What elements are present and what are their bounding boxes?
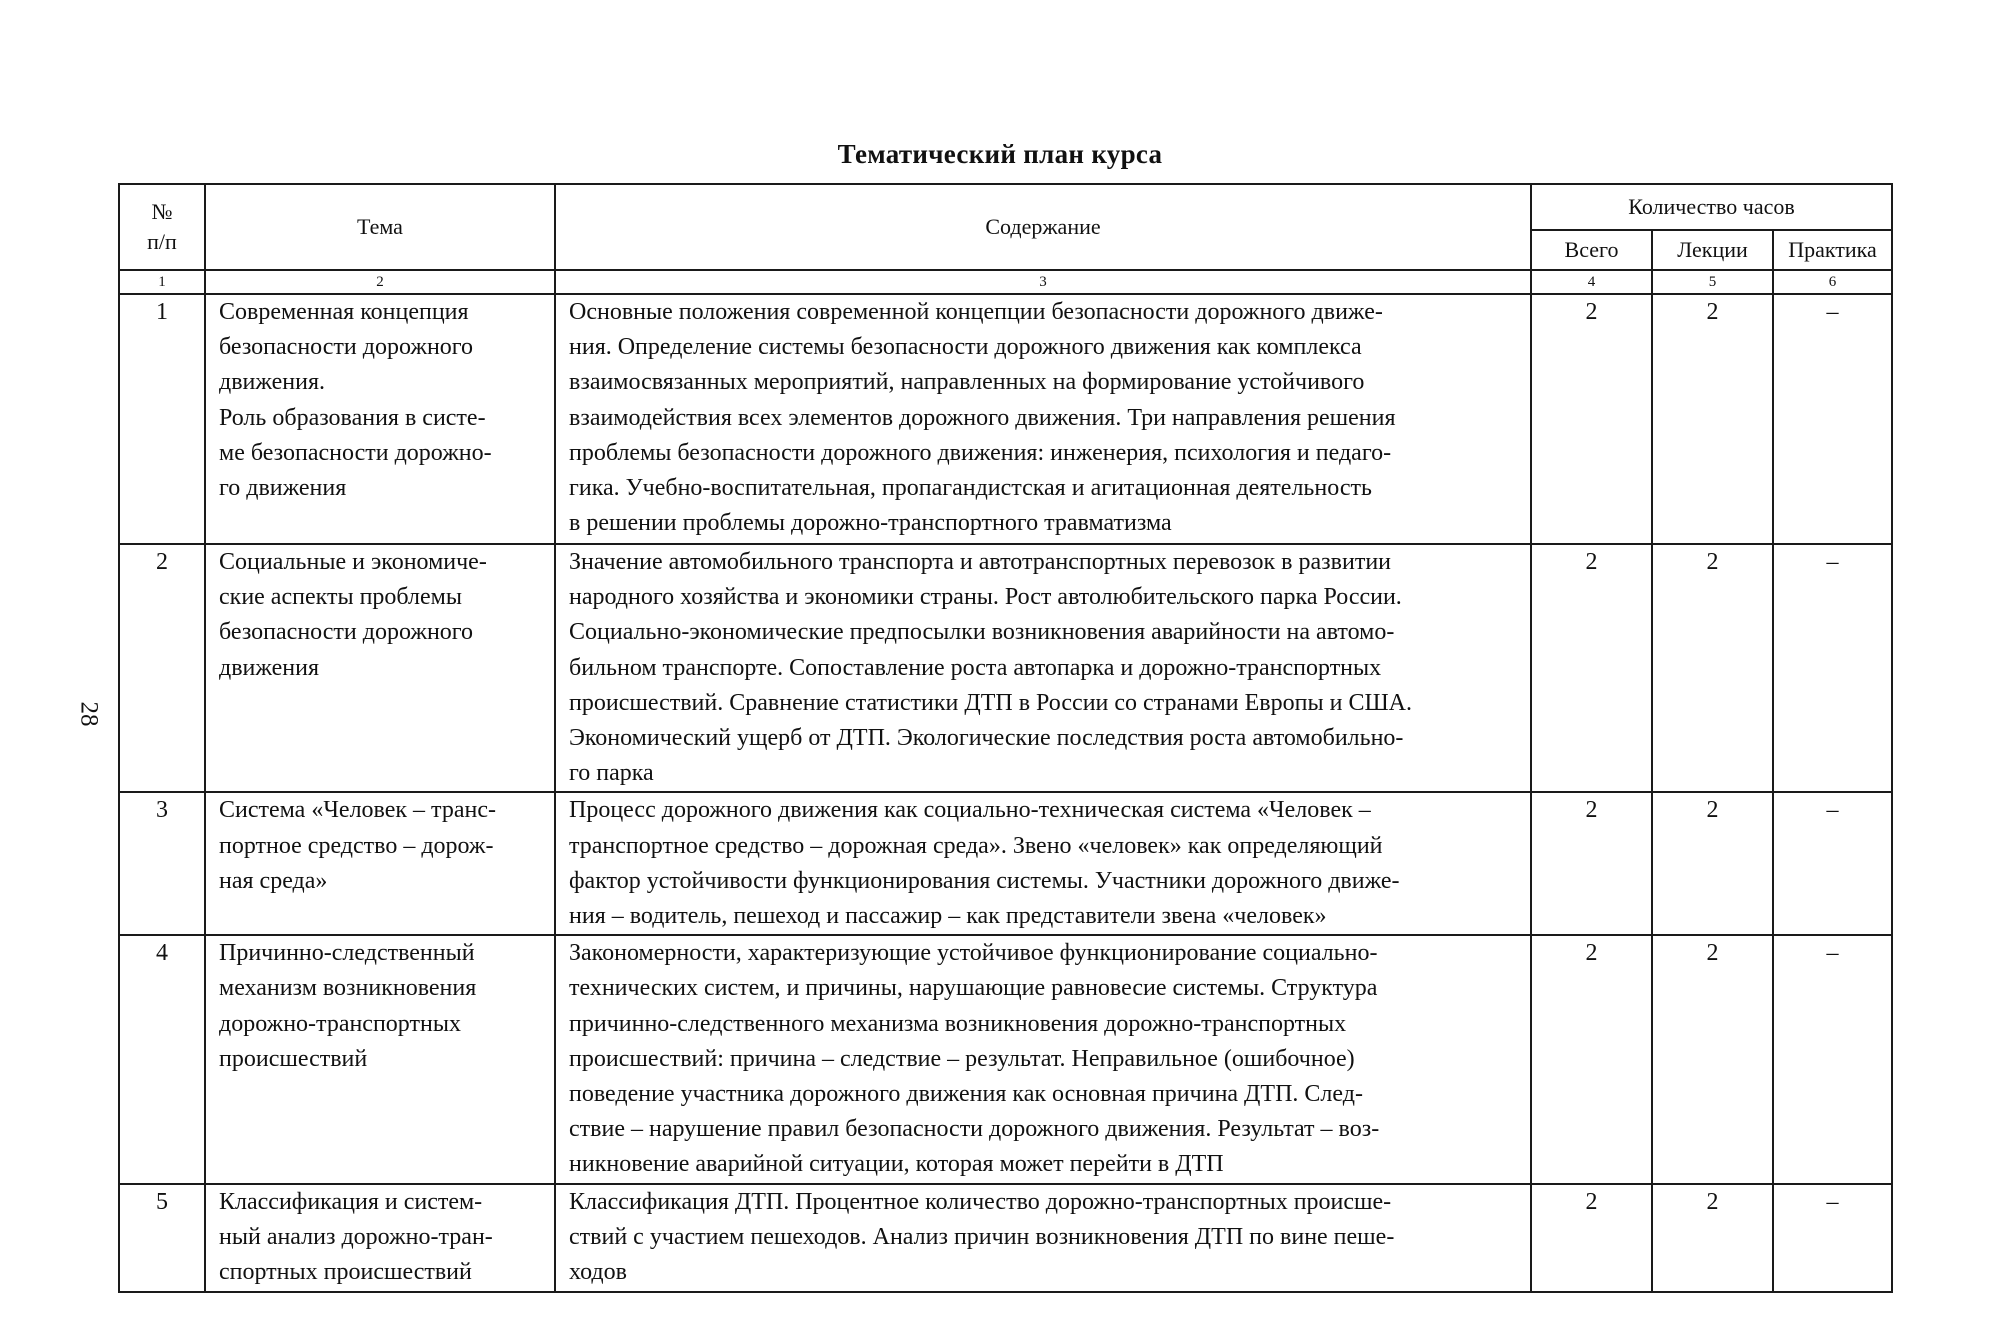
column-number-row bbox=[119, 270, 1892, 294]
row-total-hours: 2 bbox=[1531, 544, 1652, 792]
row-practice-hours: – bbox=[1773, 544, 1892, 792]
row-lecture-hours: 2 bbox=[1652, 792, 1773, 935]
row-lecture-hours: 2 bbox=[1652, 935, 1773, 1183]
header-row bbox=[119, 184, 1892, 230]
row-number: 2 bbox=[119, 544, 205, 792]
table-row bbox=[119, 792, 1892, 935]
row-lecture-hours: 2 bbox=[1652, 544, 1773, 792]
row-content: Основные положения современной концепции безопасности дорожного движе- ния. Определение системы безопасности дорожного движения как комплекса взаимосвязанных мероприятий, направленных на формирование устойчивого взаимодействия всех элементов дорожного движения. Три направления решения проблемы безопасности дорожного движения: инженерия, психология и педаго- гика. Учебно-воспитательная, пропагандистская и агитационная деятельность в решении проблемы дорожно-транспортного травматизма bbox=[555, 294, 1531, 544]
row-content: Закономерности, характеризующие устойчивое функционирование социально- технических систем, и причины, нарушающие равновесие системы. Структура причинно-следственного механизма возникновения дорожно-транспортных происшествий: причина – следствие – результат. Неправильное (ошибочное) поведение участника дорожного движения как основная причина ДТП. След- ствие – нарушение правил безопасности дорожного движения. Результат – воз- никновение аварийной ситуации, которая может перейти в ДТП bbox=[555, 935, 1531, 1183]
row-topic: Классификация и систем- ный анализ дорожно-тран- спортных происшествий bbox=[205, 1184, 555, 1292]
row-number: 3 bbox=[119, 792, 205, 935]
row-topic: Социальные и экономиче- ские аспекты проблемы безопасности дорожного движения bbox=[205, 544, 555, 792]
table-row bbox=[119, 294, 1892, 544]
page-number: 28 bbox=[75, 701, 103, 727]
row-topic: Система «Человек – транс- портное средство – дорож- ная среда» bbox=[205, 792, 555, 935]
column-number: 5 bbox=[1652, 270, 1773, 294]
row-lecture-hours: 2 bbox=[1652, 294, 1773, 544]
header-lectures: Лекции bbox=[1652, 230, 1773, 270]
header-content: Содержание bbox=[555, 184, 1531, 270]
column-number: 4 bbox=[1531, 270, 1652, 294]
row-number: 1 bbox=[119, 294, 205, 544]
table-row bbox=[119, 1184, 1892, 1292]
row-lecture-hours: 2 bbox=[1652, 1184, 1773, 1292]
row-total-hours: 2 bbox=[1531, 1184, 1652, 1292]
header-practice: Практика bbox=[1773, 230, 1892, 270]
column-number: 6 bbox=[1773, 270, 1892, 294]
row-total-hours: 2 bbox=[1531, 792, 1652, 935]
row-practice-hours: – bbox=[1773, 935, 1892, 1183]
page-title: Тематический план курса bbox=[837, 139, 1163, 169]
table-row bbox=[119, 935, 1892, 1183]
row-total-hours: 2 bbox=[1531, 935, 1652, 1183]
thematic-plan-table bbox=[118, 183, 1893, 1293]
row-content: Процесс дорожного движения как социально-техническая система «Человек – транспортное средство – дорожная среда». Звено «человек» как определяющий фактор устойчивости функционирования системы. Участники дорожного движе- ния – водитель, пешеход и пассажир – как представители звена «человек» bbox=[555, 792, 1531, 935]
column-number: 2 bbox=[205, 270, 555, 294]
header-topic: Тема bbox=[205, 184, 555, 270]
row-practice-hours: – bbox=[1773, 294, 1892, 544]
column-number: 3 bbox=[555, 270, 1531, 294]
row-topic: Причинно-следственный механизм возникновения дорожно-транспортных происшествий bbox=[205, 935, 555, 1183]
row-topic: Современная концепция безопасности дорожного движения. Роль образования в систе- ме безопасности дорожно- го движения bbox=[205, 294, 555, 544]
row-content: Значение автомобильного транспорта и автотранспортных перевозок в развитии народного хозяйства и экономики страны. Рост автолюбительского парка России. Социально-экономические предпосылки возникновения аварийности на автомо- бильном транспорте. Сопоставление роста автопарка и дорожно-транспортных происшествий. Сравнение статистики ДТП в России со странами Европы и США. Экономический ущерб от ДТП. Экологические последствия роста автомобильно- го парка bbox=[555, 544, 1531, 792]
row-content: Классификация ДТП. Процентное количество дорожно-транспортных происше- ствий с участием пешеходов. Анализ причин возникновения ДТП по вине пеше- ходов bbox=[555, 1184, 1531, 1292]
header-num: № п/п bbox=[119, 184, 205, 270]
column-number: 1 bbox=[119, 270, 205, 294]
row-number: 4 bbox=[119, 935, 205, 1183]
row-number: 5 bbox=[119, 1184, 205, 1292]
row-practice-hours: – bbox=[1773, 1184, 1892, 1292]
row-total-hours: 2 bbox=[1531, 294, 1652, 544]
header-hours: Количество часов bbox=[1531, 184, 1892, 230]
header-total: Всего bbox=[1531, 230, 1652, 270]
table-row bbox=[119, 544, 1892, 792]
row-practice-hours: – bbox=[1773, 792, 1892, 935]
